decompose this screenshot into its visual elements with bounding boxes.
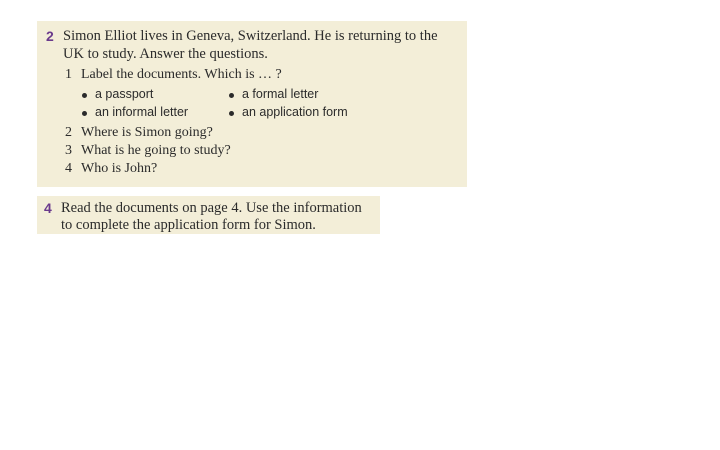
question-2-number: 2 <box>65 125 72 140</box>
question-4-number: 4 <box>65 161 72 176</box>
option-formal-letter: a formal letter <box>242 87 319 101</box>
bullet-icon <box>229 93 234 98</box>
bullet-icon <box>82 93 87 98</box>
question-3-number: 3 <box>65 143 72 158</box>
option-passport: a passport <box>95 87 154 101</box>
question-2-text: Where is Simon going? <box>81 125 213 140</box>
question-1-text: Label the documents. Which is … ? <box>81 67 282 82</box>
exercise-2-number: 2 <box>46 28 54 44</box>
exercise-4-line-2: to complete the application form for Simon. <box>61 217 316 233</box>
exercise-2-intro-line-1: Simon Elliot lives in Geneva, Switzerland. He is returning to the <box>63 28 438 44</box>
exercise-2-box <box>37 21 467 187</box>
question-4-text: Who is John? <box>81 161 158 176</box>
question-3-text: What is he going to study? <box>81 143 231 158</box>
exercise-4-line-1: Read the documents on page 4. Use the information <box>61 200 362 216</box>
option-application-form: an application form <box>242 105 348 119</box>
bullet-icon <box>82 111 87 116</box>
bullet-icon <box>229 111 234 116</box>
question-1-number: 1 <box>65 67 72 82</box>
option-informal-letter: an informal letter <box>95 105 189 119</box>
exercise-4-number: 4 <box>44 200 52 216</box>
exercise-2-intro-line-2: UK to study. Answer the questions. <box>63 46 268 62</box>
exercise-4-box <box>37 196 380 234</box>
